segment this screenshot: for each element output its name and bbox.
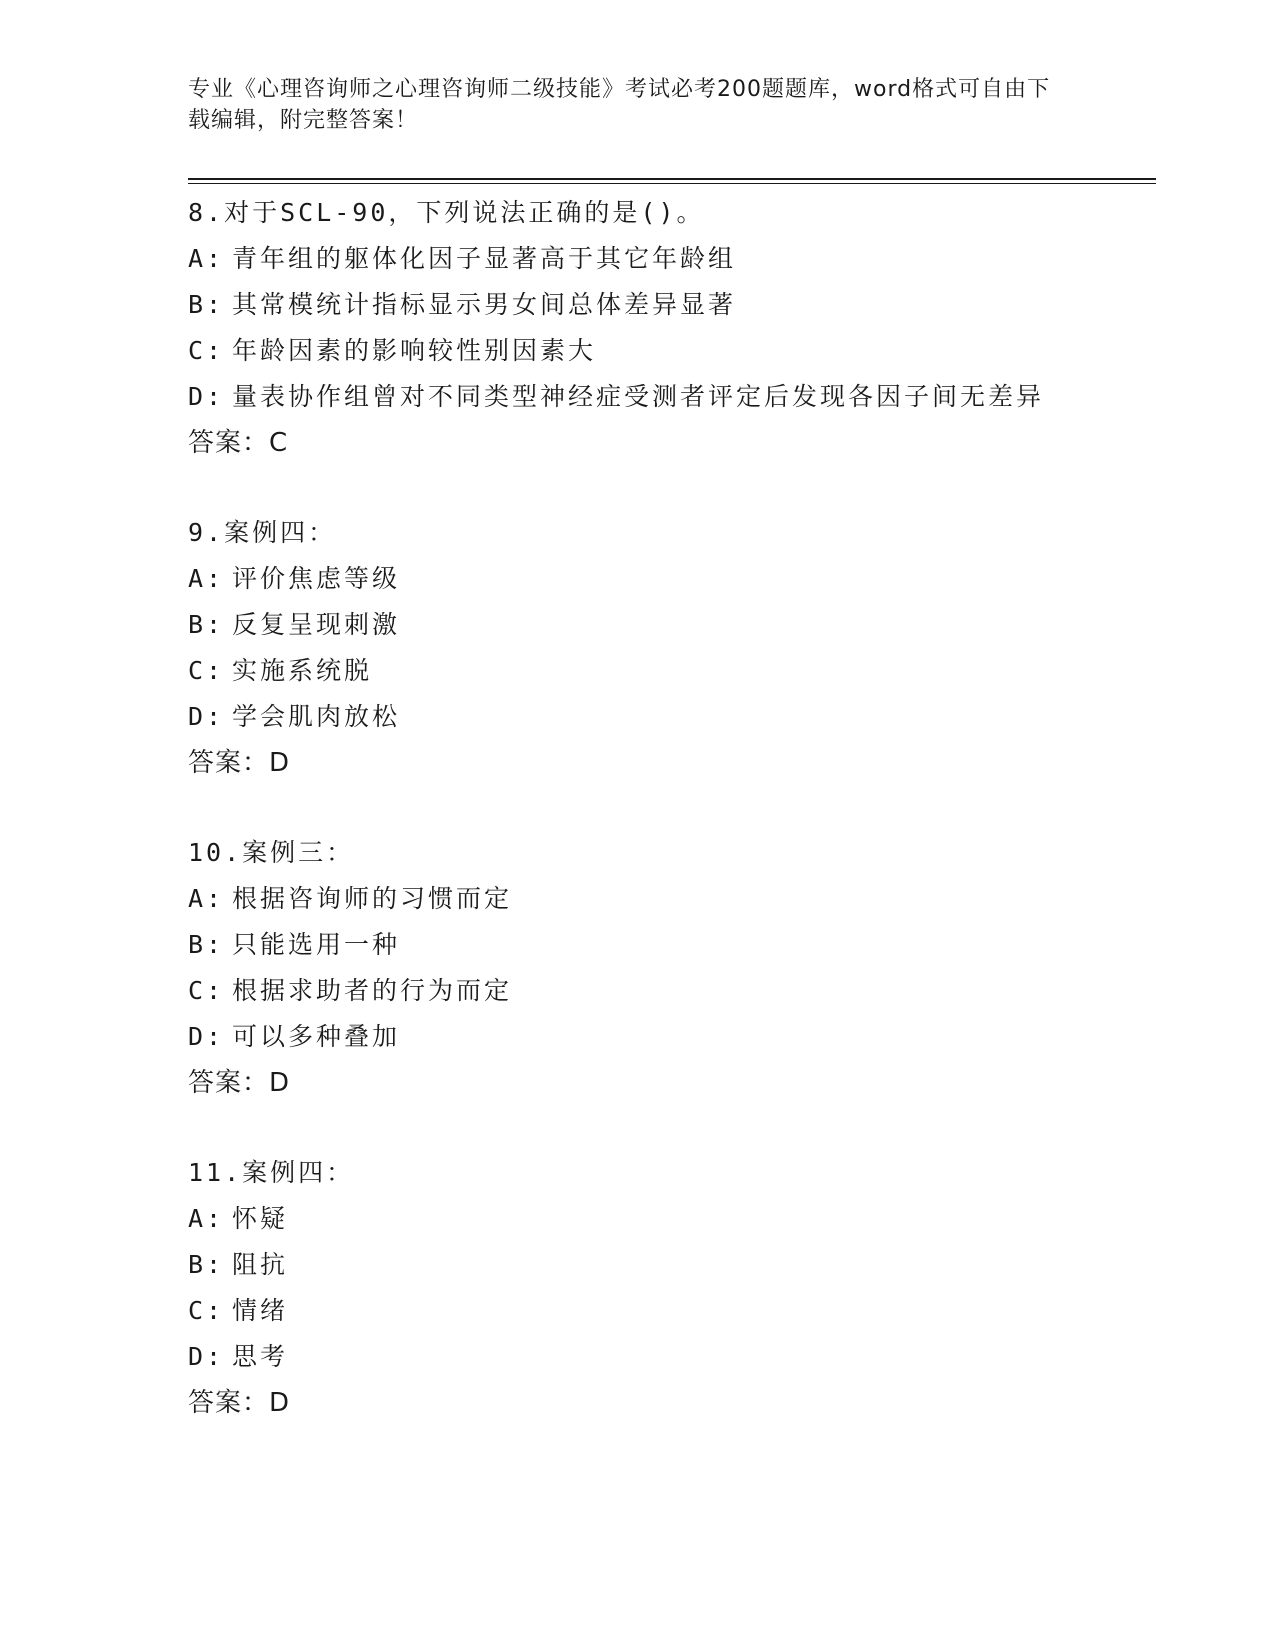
option-d (188, 374, 1148, 420)
option-label: C: (188, 976, 225, 1005)
option-text: 学会肌肉放松 (232, 702, 401, 731)
option-d (188, 1014, 1148, 1060)
option-text: 评价焦虑等级 (232, 564, 401, 593)
option-d (188, 694, 1148, 740)
header-divider-thin (188, 183, 1156, 184)
option-text: 阻抗 (232, 1250, 289, 1279)
option-a (188, 876, 1148, 922)
option-label: A: (188, 1204, 225, 1233)
option-text: 只能选用一种 (232, 930, 401, 959)
question-list (188, 190, 1148, 1470)
answer: 答案：D (188, 1068, 291, 1098)
option-label: A: (188, 884, 225, 913)
option-label: A: (188, 244, 225, 273)
option-label: D: (188, 382, 225, 411)
option-b (188, 282, 1148, 328)
option-a (188, 236, 1148, 282)
option-label: C: (188, 656, 225, 685)
option-text: 思考 (232, 1342, 289, 1371)
option-text: 年龄因素的影响较性别因素大 (232, 336, 597, 365)
option-c (188, 328, 1148, 374)
option-label: A: (188, 564, 225, 593)
option-c (188, 1288, 1148, 1334)
option-label: C: (188, 336, 225, 365)
option-c (188, 648, 1148, 694)
question-stem: 8.对于SCL-90，下列说法正确的是()。 (188, 198, 705, 227)
option-text: 其常模统计指标显示男女间总体差异显著 (232, 290, 737, 319)
option-text: 可以多种叠加 (232, 1022, 401, 1051)
option-text: 怀疑 (232, 1204, 289, 1233)
answer: 答案：C (188, 428, 289, 458)
answer: 答案：D (188, 748, 291, 778)
option-b (188, 922, 1148, 968)
answer: 答案：D (188, 1388, 291, 1418)
option-b (188, 602, 1148, 648)
option-label: B: (188, 610, 225, 639)
option-text: 根据求助者的行为而定 (232, 976, 513, 1005)
option-label: D: (188, 1022, 225, 1051)
option-text: 反复呈现刺激 (232, 610, 401, 639)
option-text: 情绪 (232, 1296, 289, 1325)
question-10 (188, 830, 1148, 1106)
question-stem: 9.案例四： (188, 518, 337, 547)
option-a (188, 1196, 1148, 1242)
option-text: 根据咨询师的习惯而定 (232, 884, 513, 913)
option-d (188, 1334, 1148, 1380)
question-11 (188, 1150, 1148, 1426)
option-a (188, 556, 1148, 602)
option-text: 实施系统脱 (232, 656, 373, 685)
option-label: D: (188, 702, 225, 731)
question-9 (188, 510, 1148, 786)
option-c (188, 968, 1148, 1014)
option-text: 量表协作组曾对不同类型神经症受测者评定后发现各因子间无差异 (232, 382, 1045, 411)
question-stem: 10.案例三： (188, 838, 355, 867)
option-label: B: (188, 1250, 225, 1279)
question-stem: 11.案例四： (188, 1158, 355, 1187)
header-divider-thick (188, 178, 1156, 180)
document-header: 专业《心理咨询师之心理咨询师二级技能》考试必考200题题库，word格式可自由下载编辑，附完整答案！ (188, 77, 1051, 133)
option-label: B: (188, 930, 225, 959)
option-label: D: (188, 1342, 225, 1371)
option-b (188, 1242, 1148, 1288)
option-label: B: (188, 290, 225, 319)
option-text: 青年组的躯体化因子显著高于其它年龄组 (232, 244, 737, 273)
question-8 (188, 190, 1148, 466)
option-label: C: (188, 1296, 225, 1325)
